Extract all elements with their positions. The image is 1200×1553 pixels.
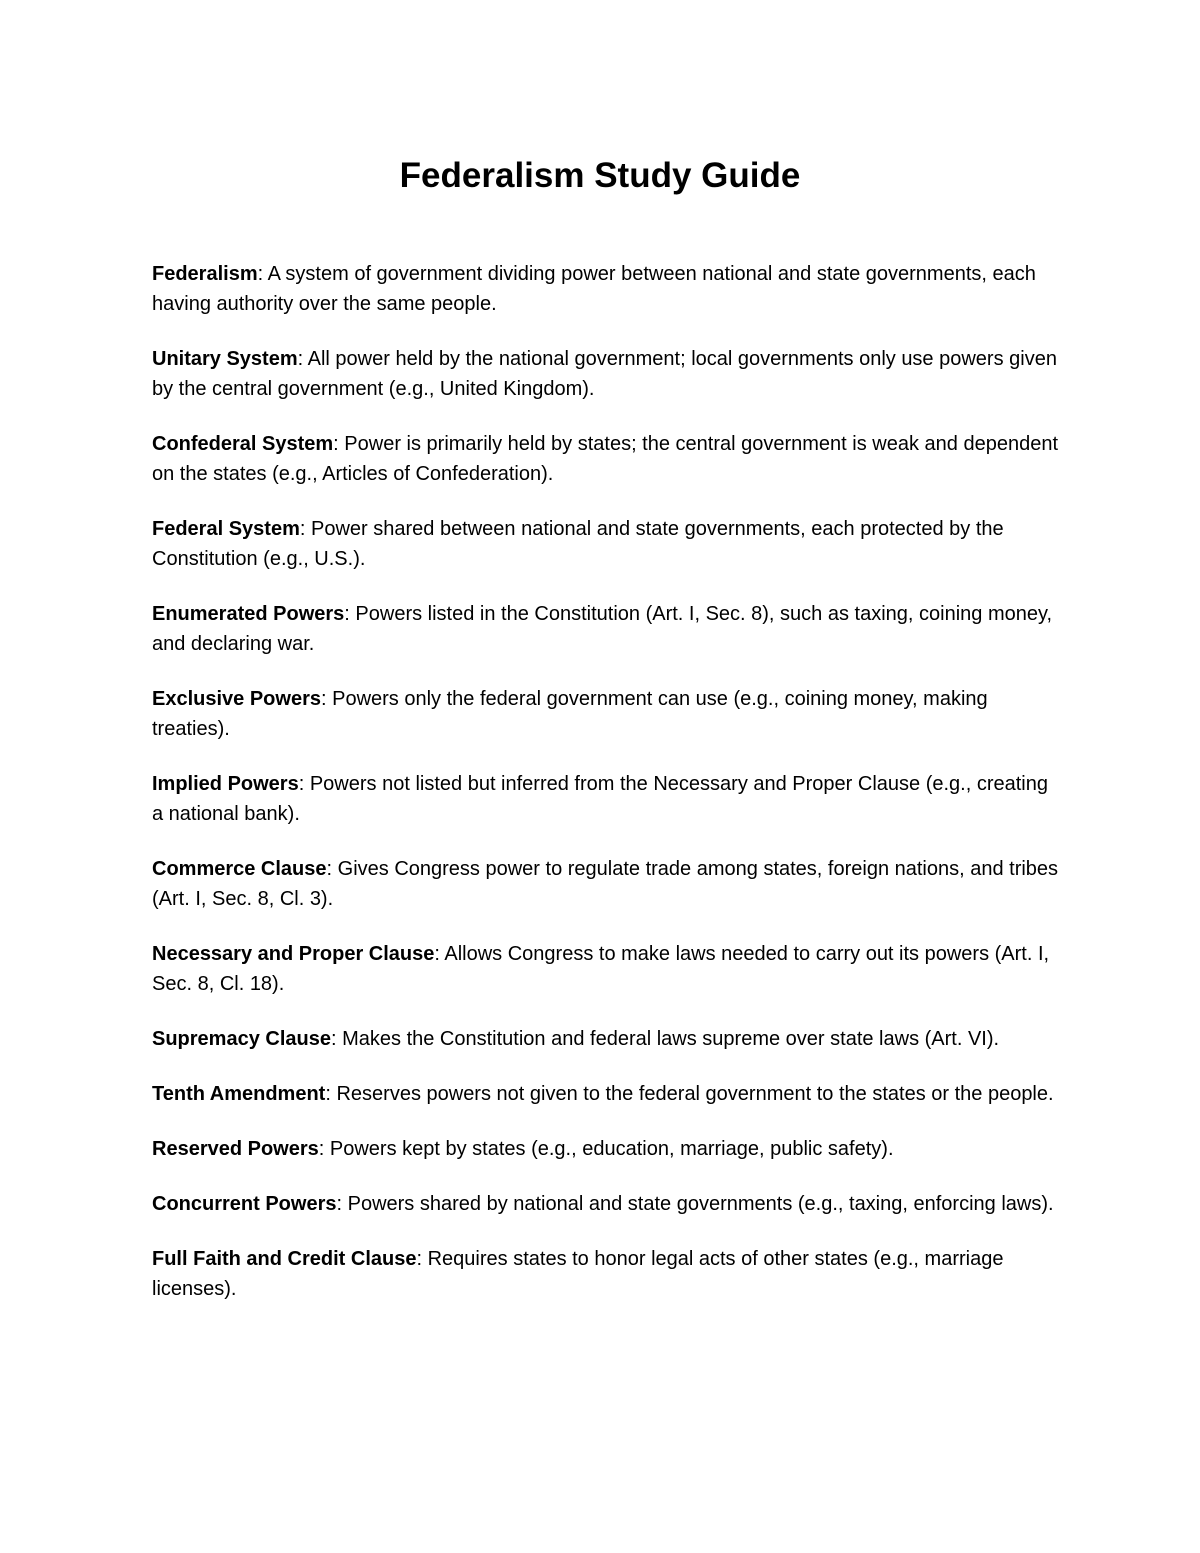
- glossary-term: Confederal System: [152, 433, 334, 455]
- glossary-term: Enumerated Powers: [152, 603, 345, 625]
- glossary-list: [152, 259, 1062, 1329]
- glossary-definition: Gives Congress power to regulate trade among states, foreign nations, and tribes (Art. I, Sec. 8, Cl. 3).: [152, 858, 1059, 910]
- glossary-term: Federal System: [152, 518, 300, 540]
- glossary-term: Necessary and Proper Clause: [152, 943, 435, 965]
- glossary-entry: Full Faith and Credit Clause: Requires states to honor legal acts of other states (e.g., marriage licenses).: [152, 1248, 1004, 1300]
- glossary-definition: Makes the Constitution and federal laws supreme over state laws (Art. VI).: [342, 1028, 1000, 1050]
- glossary-entry: Tenth Amendment: Reserves powers not given to the federal government to the states or the people.: [152, 1083, 1054, 1105]
- glossary-entry: Enumerated Powers: Powers listed in the Constitution (Art. I, Sec. 8), such as taxing, coining money, and declaring war.: [152, 603, 1053, 655]
- glossary-definition: Allows Congress to make laws needed to carry out its powers (Art. I, Sec. 8, Cl. 18).: [152, 943, 1050, 995]
- glossary-definition: Powers listed in the Constitution (Art. I, Sec. 8), such as taxing, coining money, and declaring war.: [152, 603, 1053, 655]
- glossary-definition: All power held by the national government; local governments only use powers given by the central government (e.g., United Kingdom).: [152, 348, 1057, 400]
- glossary-entry: Supremacy Clause: Makes the Constitution and federal laws supreme over state laws (Art. VI).: [152, 1028, 1000, 1050]
- glossary-term: Tenth Amendment: [152, 1083, 326, 1105]
- glossary-term: Supremacy Clause: [152, 1028, 331, 1050]
- glossary-term: Commerce Clause: [152, 858, 327, 880]
- glossary-entry: Federalism: A system of government dividing power between national and state governments, each having authority over the same people.: [152, 263, 1036, 315]
- glossary-entry: Reserved Powers: Powers kept by states (e.g., education, marriage, public safety).: [152, 1138, 894, 1160]
- glossary-entry: Unitary System: All power held by the national government; local governments only use powers given by the central government (e.g., United Kingdom).: [152, 348, 1057, 400]
- glossary-entry: Commerce Clause: Gives Congress power to regulate trade among states, foreign nations, and tribes (Art. I, Sec. 8, Cl. 3).: [152, 858, 1059, 910]
- glossary-definition: Reserves powers not given to the federal government to the states or the people.: [336, 1083, 1054, 1105]
- glossary-definition: Power shared between national and state governments, each protected by the Constitution (e.g., U.S.).: [152, 518, 1004, 570]
- glossary-term: Full Faith and Credit Clause: [152, 1248, 417, 1270]
- glossary-entry: Implied Powers: Powers not listed but inferred from the Necessary and Proper Clause (e.g., creating a national bank).: [152, 773, 1048, 825]
- glossary-entry: Confederal System: Power is primarily held by states; the central government is weak and dependent on the states (e.g., Articles of Confederation).: [152, 433, 1059, 485]
- glossary-term: Reserved Powers: [152, 1138, 319, 1160]
- glossary-definition: Powers only the federal government can use (e.g., coining money, making treaties).: [152, 688, 988, 740]
- glossary-entry: Concurrent Powers: Powers shared by national and state governments (e.g., taxing, enforcing laws).: [152, 1193, 1054, 1215]
- glossary-term: Exclusive Powers: [152, 688, 321, 710]
- glossary-term: Federalism: [152, 263, 258, 285]
- glossary-definition: Requires states to honor legal acts of other states (e.g., marriage licenses).: [152, 1248, 1004, 1300]
- glossary-term: Unitary System: [152, 348, 298, 370]
- glossary-term: Implied Powers: [152, 773, 299, 795]
- glossary-definition: A system of government dividing power between national and state governments, each having authority over the same people.: [152, 263, 1036, 315]
- glossary-entry: Exclusive Powers: Powers only the federal government can use (e.g., coining money, making treaties).: [152, 688, 988, 740]
- document-title: Federalism Study Guide: [399, 156, 801, 195]
- glossary-entry: Necessary and Proper Clause: Allows Congress to make laws needed to carry out its powers (Art. I, Sec. 8, Cl. 18).: [152, 943, 1050, 995]
- glossary-definition: Powers not listed but inferred from the Necessary and Proper Clause (e.g., creating a national bank).: [152, 773, 1048, 825]
- glossary-term: Concurrent Powers: [152, 1193, 337, 1215]
- glossary-definition: Power is primarily held by states; the central government is weak and dependent on the states (e.g., Articles of Confederation).: [152, 433, 1059, 485]
- glossary-entry: Federal System: Power shared between national and state governments, each protected by the Constitution (e.g., U.S.).: [152, 518, 1004, 570]
- glossary-definition: Powers shared by national and state governments (e.g., taxing, enforcing laws).: [347, 1193, 1054, 1215]
- glossary-definition: Powers kept by states (e.g., education, marriage, public safety).: [329, 1138, 894, 1160]
